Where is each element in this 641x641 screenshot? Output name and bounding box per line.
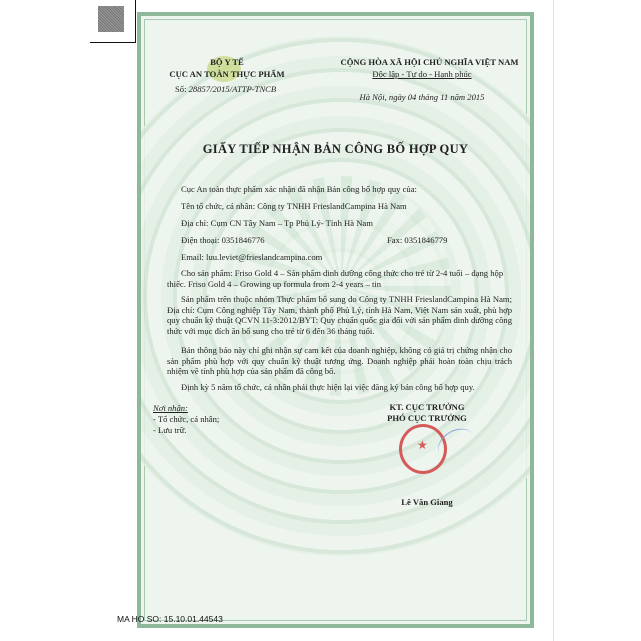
phone: Điện thoại: 0351846776 xyxy=(181,235,265,245)
qr-code-icon xyxy=(98,6,124,32)
signer-name: Lê Văn Giang xyxy=(401,497,453,507)
recipient-item: - Tổ chức, cá nhân; xyxy=(153,414,220,424)
address: Địa chỉ: Cụm CN Tây Nam – Tp Phủ Lý- Tỉnh Hà Nam xyxy=(181,218,373,228)
document-number xyxy=(175,84,276,95)
signer-title-1: KT. CỤC TRƯỞNG xyxy=(389,402,465,412)
ministry-name: BỘ Y TẾ xyxy=(210,57,244,67)
country-name: CỘNG HÒA XÃ HỘI CHỦ NGHĨA VIỆT NAM xyxy=(340,57,519,67)
signer-title-2: PHÓ CỤC TRƯỞNG xyxy=(387,413,467,423)
number-value: 28857/2015/ATTP-TNCB xyxy=(188,84,277,94)
email: Email: luu.leviet@frieslandcampina.com xyxy=(181,252,323,262)
organization-name: Tên tổ chức, cá nhân: Công ty TNHH FrieslandCampina Hà Nam xyxy=(181,201,407,211)
periodic-text: Định kỳ 5 năm tổ chức, cá nhân phải thực hiện lại việc đăng ký bản công bố hợp quy. xyxy=(181,382,475,392)
product-description: Cho sản phẩm: Friso Gold 4 – Sản phẩm dinh dưỡng công thức cho trẻ từ 2-4 tuổi – dạng hộp thiếc. Friso Gold 4 – Growing up formula from 2-4 years – tin xyxy=(167,268,504,289)
motto: Độc lập - Tự do - Hạnh phúc xyxy=(372,69,472,79)
recipients-label: Nơi nhận: xyxy=(153,403,188,413)
agency-name: CỤC AN TOÀN THỰC PHẨM xyxy=(169,69,285,79)
motto-wrap xyxy=(337,69,507,80)
file-code: MA HO SO: 15.10.01.44543 xyxy=(117,614,223,624)
certificate-content xyxy=(137,12,534,628)
qr-code-box xyxy=(90,0,136,43)
recipient-item: - Lưu trữ. xyxy=(153,425,187,435)
product-group: Sản phẩm trên thuộc nhóm Thực phẩm bổ sung do Công ty TNHH FrieslandCampina Hà Nam; Địa chỉ: Cụm Công nghiệp Tây Nam, thành phố Phủ Lý, tỉnh Hà Nam, Việt Nam sản xuất, phù hợp quy chuẩn kỹ thuật QCVN 11-3:2012/BYT: Quy chuẩn quốc gia đối với sản phẩm dinh dưỡng công thức với mục đích ăn bổ sung cho trẻ từ 6 đến 36 tháng tuổi. xyxy=(167,294,512,337)
fax: Fax: 0351846779 xyxy=(387,235,448,245)
intro-text: Cục An toàn thực phẩm xác nhận đã nhận Bản công bố hợp quy của: xyxy=(181,184,417,194)
document-title: GIẤY TIẾP NHẬN BẢN CÔNG BỐ HỢP QUY xyxy=(202,142,469,156)
notice-text: Bản thông báo này chỉ ghi nhận sự cam kết của doanh nghiệp, không có giá trị chứng nhận cho sản phẩm phù hợp với quy chuẩn kỹ thuật tương ứng. Doanh nghiệp phải hoàn toàn chịu trách nhiệm về tính phù hợp của sản phẩm đã công bố. xyxy=(167,345,512,377)
divider xyxy=(553,0,554,641)
number-label: Số: xyxy=(175,84,187,94)
issue-date: Hà Nội, ngày 04 tháng 11 năm 2015 xyxy=(359,92,485,102)
